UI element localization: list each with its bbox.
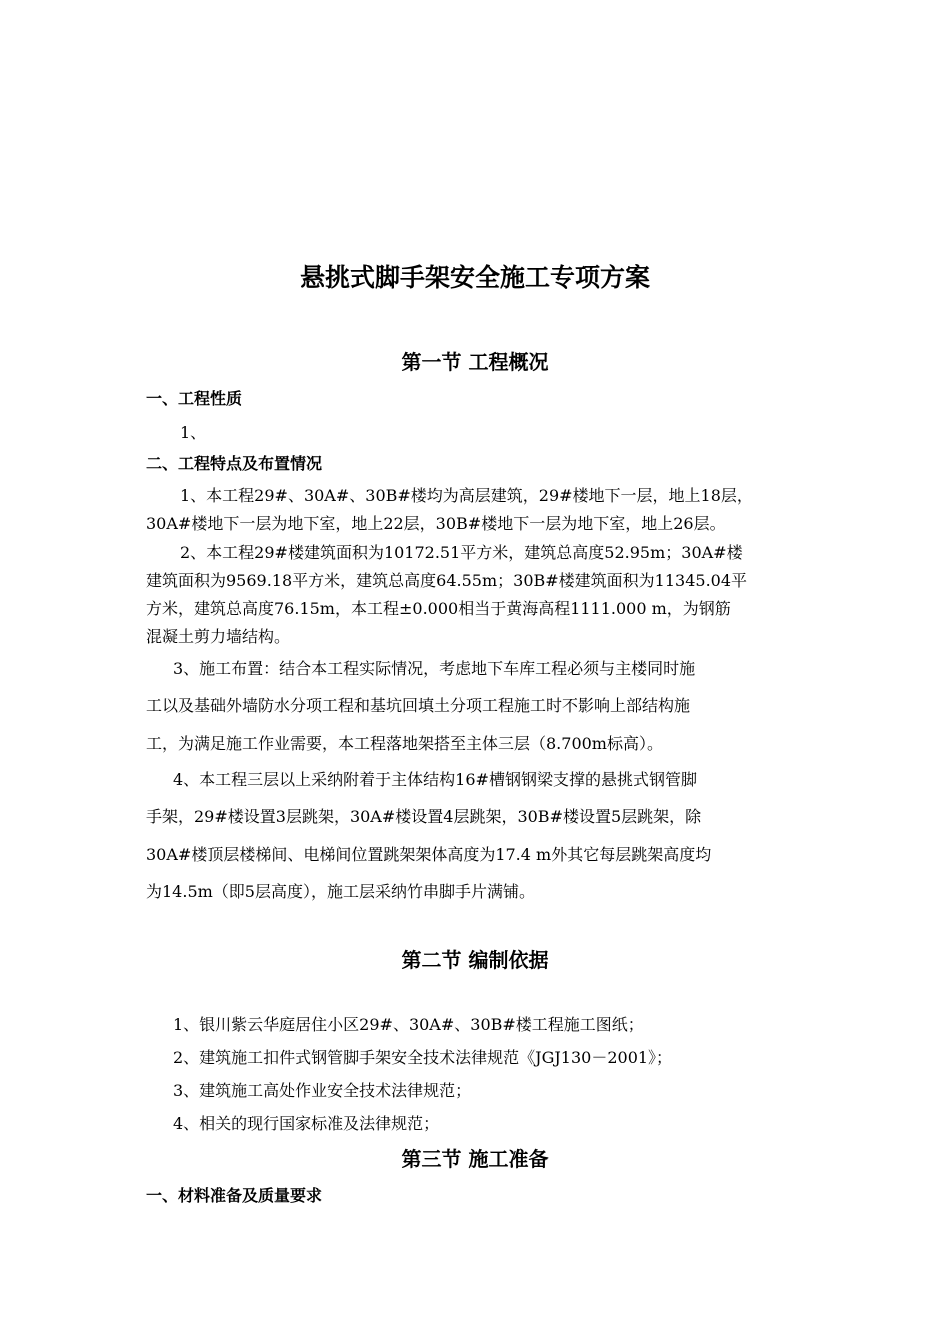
section-3-heading: 第三节 施工准备 (401, 1147, 549, 1171)
p1-line-2: 30A#楼地下一层为地下室，地上22层，30B#楼地下一层为地下室，地上26层。 (146, 514, 726, 533)
p1-line-1: 1、本工程29#、30A#、30B#楼均为高层建筑，29#楼地下一层，地上18层， (180, 486, 753, 505)
subheading-features: 二、工程特点及布置情况 (146, 454, 323, 473)
basis-item-4: 4、相关的现行国家标准及法律规范； (173, 1114, 440, 1133)
p2-line-3: 方米，建筑总高度76.15m，本工程±0.000相当于黄海高程1111.000 m，为钢筋 (146, 599, 731, 618)
p3-line-2: 工以及基础外墙防水分项工程和基坑回填土分项工程施工时不影响上部结构施 (146, 696, 691, 715)
subheading-materials: 一、材料准备及质量要求 (146, 1186, 323, 1205)
basis-item-2: 2、建筑施工扣件式钢管脚手架安全技术法律规范《JGJ130－2001》； (173, 1048, 673, 1067)
basis-item-3: 3、建筑施工高处作业安全技术法律规范； (173, 1081, 472, 1100)
nature-item: 1、 (180, 423, 207, 442)
p3-line-1: 3、施工布置：结合本工程实际情况，考虑地下车库工程必须与主楼同时施 (173, 659, 696, 678)
p2-line-2: 建筑面积为9569.18平方米，建筑总高度64.55m；30B#楼建筑面积为11345.04平 (146, 571, 748, 590)
p4-line-3: 30A#楼顶层楼梯间、电梯间位置跳架架体高度为17.4 m外其它每层跳架高度均 (146, 845, 712, 864)
document-title: 悬挑式脚手架安全施工专项方案 (299, 263, 650, 292)
basis-item-1: 1、银川紫云华庭居住小区29#、30A#、30B#楼工程施工图纸； (173, 1015, 644, 1034)
p4-line-2: 手架，29#楼设置3层跳架，30A#楼设置4层跳架，30B#楼设置5层跳架，除 (146, 807, 702, 826)
subheading-nature: 一、工程性质 (146, 389, 243, 408)
p2-line-1: 2、本工程29#楼建筑面积为10172.51平方米，建筑总高度52.95m；30A#楼 (180, 543, 743, 562)
section-2-heading: 第二节 编制依据 (401, 948, 549, 972)
p2-line-4: 混凝土剪力墙结构。 (146, 627, 291, 646)
p4-line-1: 4、本工程三层以上采纳附着于主体结构16#槽钢钢梁支撑的悬挑式钢管脚 (173, 770, 697, 789)
p4-line-4: 为14.5m（即5层高度），施工层采纳竹串脚手片满铺。 (146, 882, 535, 901)
p3-line-3: 工，为满足施工作业需要，本工程落地架搭至主体三层（8.700m标高）。 (146, 734, 663, 753)
section-1-heading: 第一节 工程概况 (401, 350, 549, 374)
